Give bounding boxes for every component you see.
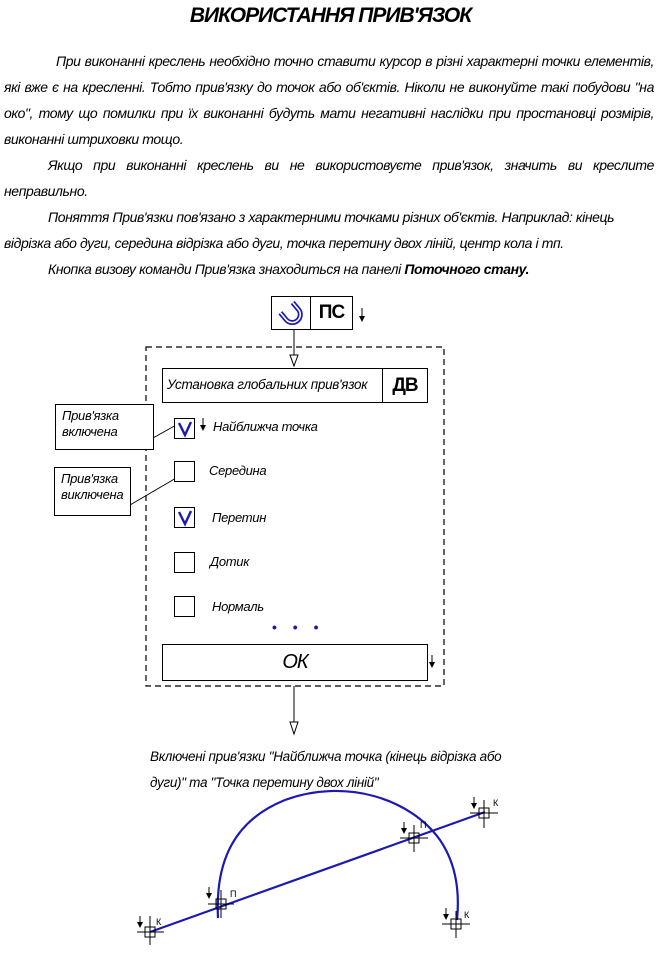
arc bbox=[218, 791, 458, 920]
callout-snap-on: Прив'язка включена bbox=[55, 404, 154, 450]
segment bbox=[150, 812, 485, 932]
ps-panel-label: ПС bbox=[310, 296, 353, 330]
item-label-normal: Нормаль bbox=[212, 599, 264, 614]
label-p1: П bbox=[230, 889, 237, 899]
ok-button[interactable]: ОК bbox=[162, 644, 428, 681]
item-label-tangent: Дотик bbox=[210, 554, 250, 569]
label-p2: П bbox=[420, 820, 427, 830]
dv-button[interactable]: ДВ bbox=[382, 368, 428, 403]
callout-snap-off: Прив'язка виключена bbox=[54, 467, 131, 516]
item-label-midpoint: Середина bbox=[209, 463, 267, 478]
page-title: ВИКОРИСТАННЯ ПРИВ'ЯЗОК bbox=[189, 4, 472, 27]
label-k3: К bbox=[464, 910, 470, 920]
item-label-intersection: Перетин bbox=[212, 510, 267, 525]
paragraph-concept: Поняття Прив'язки пов'язано з характерними точками різних об'єктів. Наприклад: кінець відрізка або дуги, середина відрізка або дуги, точка перетину двох ліній, центр кола і тп. bbox=[4, 209, 615, 251]
item-label-nearest: Найближча точка bbox=[213, 419, 318, 434]
paragraph-warning: Якщо при виконанні креслень ви не використовуєте прив'язок, значить ви креслите неправильно. bbox=[4, 157, 654, 199]
global-snaps-label: Установка глобальних прив'язок bbox=[167, 377, 368, 392]
more-items-ellipsis: • • • bbox=[272, 619, 325, 635]
paragraph-intro: При виконанні креслень необхідно точно ставити курсор в різні характерні точки елементів, які вже є на кресленні. Тобто прив'язку до точок або об'єктів. Ніколи не виконуйте такі побудови "на око", тому що помилки при їх виконанні будуть мати негативні наслідки при простановці розмірів, виконанні штриховки тощо. bbox=[4, 53, 654, 147]
paragraph-button-location-text: Кнопка визову команди Прив'язка знаходиться на панелі bbox=[48, 261, 405, 277]
drawing-caption: Включені прив'язки "Найближча точка (кінець відрізка або дуги)" та "Точка перетину двох ліній" bbox=[150, 749, 502, 790]
panel-name: Поточного стану. bbox=[404, 261, 530, 277]
label-k2: К bbox=[493, 798, 499, 808]
label-k1: К bbox=[156, 917, 162, 927]
